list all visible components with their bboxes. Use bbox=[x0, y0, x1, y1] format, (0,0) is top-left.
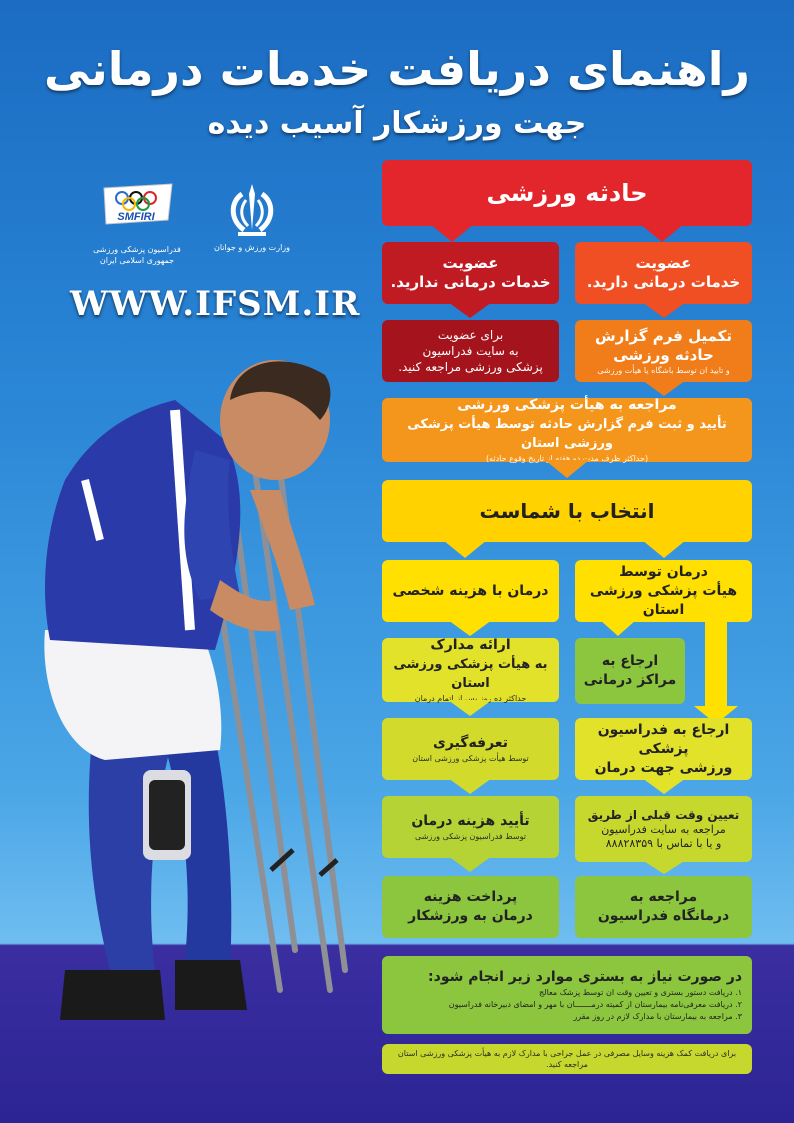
olympic-flag-icon bbox=[92, 180, 182, 240]
ministry-caption: وزارت ورزش و جوانان bbox=[213, 243, 291, 252]
register-line3: پزشکی ورزشی مراجعه کنید. bbox=[398, 360, 543, 374]
board-treatment-line1: درمان توسط bbox=[619, 563, 708, 580]
register-line2: به سایت فدراسیون bbox=[422, 344, 519, 358]
centers-line2: مراکز درمانی bbox=[583, 672, 677, 688]
approve-cost-note: توسط فدراسیون پزشکی ورزشی bbox=[415, 832, 526, 841]
private-treatment-label: درمان با هزینه شخصی bbox=[392, 582, 549, 599]
arrow-down-icon bbox=[642, 778, 686, 794]
refer-board-box bbox=[382, 398, 752, 462]
federation-refer-line1: ارجاع به فدراسیون پزشکی bbox=[597, 721, 730, 757]
tariff-line1: تعرفه‌گیری bbox=[433, 735, 508, 751]
membership-yes-line1: عضویت bbox=[635, 254, 692, 272]
arrow-down-icon bbox=[448, 620, 492, 636]
refer-board-line2: تأیید و ثبت فرم گزارش حادثه توسط هیأت پزشکی ورزشی استان bbox=[407, 417, 727, 451]
tariff-note: توسط هیأت پزشکی ورزشی استان bbox=[412, 754, 529, 763]
poster-title: راهنمای دریافت خدمات درمانی bbox=[43, 42, 751, 96]
pay-box bbox=[382, 876, 559, 938]
arrow-down-icon bbox=[642, 302, 686, 318]
clinic-line1: مراجعه به bbox=[629, 889, 698, 905]
arrow-down-icon bbox=[448, 700, 492, 716]
footer-note-box bbox=[382, 1044, 752, 1074]
board-treatment-box bbox=[575, 560, 752, 622]
membership-no-line1: عضویت bbox=[442, 254, 499, 272]
ministry-logo bbox=[212, 180, 292, 260]
injured-athlete-illustration bbox=[25, 330, 375, 1030]
connector-line bbox=[705, 622, 727, 708]
choose-box bbox=[382, 480, 752, 542]
approve-cost-box bbox=[382, 796, 559, 858]
tariff-box bbox=[382, 718, 559, 780]
membership-no-box bbox=[382, 242, 559, 304]
documents-line2: به هیأت پزشکی ورزشی استان bbox=[393, 657, 548, 691]
refer-board-note: (حداکثر ظرف مدت دو هفته از تاریخ وقوع حادثه) bbox=[485, 454, 649, 463]
hospitalization-item: ۳. مراجعه به بیمارستان با مدارک لازم در روز مقرر bbox=[573, 1011, 742, 1021]
federation-caption-2: جمهوری اسلامی ایران bbox=[99, 256, 175, 265]
federation-refer-line2: ورزشی جهت درمان bbox=[594, 759, 733, 776]
fill-form-box bbox=[575, 320, 752, 382]
documents-box bbox=[382, 638, 559, 702]
hospitalization-item: ۲. دریافت معرفی‌نامه بیمارستان از کمیته درمـــــــان با مهر و امضای دبیرخانه فدراسیون bbox=[448, 999, 742, 1009]
appointment-box bbox=[575, 796, 752, 862]
appointment-line2: مراجعه به سایت فدراسیون bbox=[601, 822, 726, 836]
svg-text:SMFIRI: SMFIRI bbox=[117, 211, 155, 223]
documents-note: حداکثر ده روز پس از اتمام درمان bbox=[414, 694, 527, 703]
clinic-box bbox=[575, 876, 752, 938]
appointment-line1: تعیین وقت قبلی از طریق bbox=[587, 807, 740, 822]
hospitalization-item: ۱. دریافت دستور بستری و تعیین وقت ان توسط پزشک معالج bbox=[538, 987, 742, 997]
hospitalization-title: در صورت نیاز به بستری موارد زیر انجام شود: bbox=[428, 968, 742, 985]
membership-yes-box bbox=[575, 242, 752, 304]
membership-no-line2: خدمات درمانی ندارید. bbox=[390, 273, 551, 291]
arrow-down-icon bbox=[448, 856, 492, 872]
federation-caption-1: فدراسیون پزشکی ورزشی bbox=[93, 245, 181, 254]
appointment-line3: و یا با تماس با ۸۸۸۲۸۳۵۹ bbox=[605, 836, 722, 850]
fill-form-line1: تکمیل فرم گزارش bbox=[594, 326, 733, 345]
federation-logo bbox=[92, 180, 182, 270]
footer-note: برای دریافت کمک هزینه وسایل مصرفی در عمل جراحی با مدارک لازم به هیأت پزشکی ورزشی استان مراجعه کنید. bbox=[397, 1049, 737, 1069]
clinic-line2: درمانگاه فدراسیون bbox=[597, 908, 730, 924]
documents-line1: ارائه مدارک bbox=[430, 637, 511, 653]
hospitalization-panel bbox=[382, 956, 752, 1034]
register-box bbox=[382, 320, 559, 382]
poster-subtitle: جهت ورزشکار آسیب دیده bbox=[207, 106, 587, 141]
register-line1: برای عضویت bbox=[437, 328, 504, 342]
fill-form-note: و تایید ان توسط باشگاه یا هیأت ورزشی bbox=[597, 365, 730, 375]
sports-accident-box bbox=[382, 160, 752, 226]
fill-form-line2: حادثه ورزشی bbox=[613, 345, 714, 364]
arrow-down-icon bbox=[443, 540, 487, 558]
board-treatment-line2: هیأت پزشکی ورزشی استان bbox=[589, 582, 738, 618]
website-link[interactable]: WWW.IFSM.IR bbox=[70, 284, 361, 324]
approve-cost-line1: تأیید هزینه درمان bbox=[411, 813, 530, 829]
emblem-icon bbox=[212, 180, 292, 238]
private-treatment-box bbox=[382, 560, 559, 622]
arrow-down-icon bbox=[448, 778, 492, 794]
centers-box bbox=[575, 638, 685, 704]
arrow-down-icon bbox=[642, 380, 686, 396]
centers-line1: ارجاع به bbox=[601, 653, 659, 669]
choose-label: انتخاب با شماست bbox=[479, 499, 655, 523]
arrow-down-icon bbox=[545, 460, 589, 478]
membership-yes-line2: خدمات درمانی دارید. bbox=[586, 273, 741, 291]
arrow-down-icon bbox=[430, 224, 474, 242]
refer-board-line1: مراجعه به هیأت پزشکی ورزشی bbox=[457, 397, 677, 413]
arrow-down-icon bbox=[642, 540, 686, 558]
federation-refer-box bbox=[575, 718, 752, 780]
arrow-down-icon bbox=[448, 302, 492, 318]
arrow-down-icon bbox=[640, 224, 684, 242]
arrow-down-icon bbox=[600, 620, 636, 636]
pay-line1: پرداخت هزینه bbox=[423, 889, 518, 905]
sports-accident-label: حادثه ورزشی bbox=[486, 179, 648, 207]
arrow-down-icon bbox=[642, 860, 686, 874]
pay-line2: درمان به ورزشکار bbox=[408, 908, 533, 924]
